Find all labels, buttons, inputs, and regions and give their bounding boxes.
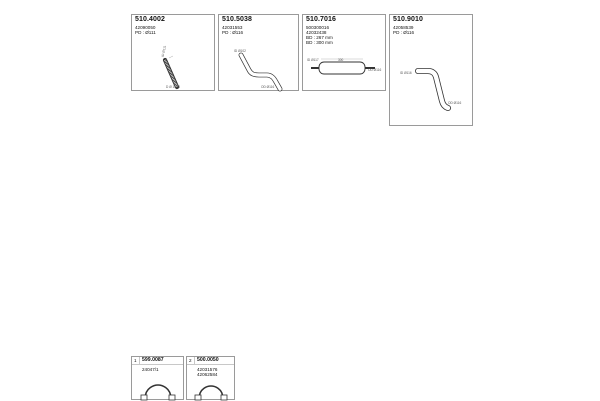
dimension-label: OD Ø116	[261, 85, 275, 89]
oem-reference: 42032438	[306, 30, 327, 35]
oem-reference: 42031553	[222, 25, 243, 30]
part-card-510-7016[interactable]	[302, 14, 386, 91]
oem-reference: 42062584	[197, 372, 218, 377]
oem-reference: 500300016	[306, 25, 329, 30]
pipe-diameter: PD : Ø111	[135, 30, 156, 35]
pipe-diameter: PD : Ø116	[222, 30, 244, 35]
bent-pipe-drawing	[219, 15, 300, 92]
bent-pipe-drawing	[390, 15, 474, 127]
oem-reference: 42031576	[197, 367, 218, 372]
flex-pipe-drawing	[132, 15, 216, 92]
part-code: 510.7016	[306, 16, 336, 23]
dimension-label: OD Ø116	[368, 68, 382, 72]
flex-pipe-shape	[165, 60, 177, 87]
dimension-label: ID Ø111	[160, 45, 167, 58]
body-dimension: BD : 300 mm	[306, 40, 333, 45]
part-card-510-4002[interactable]	[131, 14, 215, 91]
dimension-label: ID Ø117	[307, 58, 319, 62]
oem-reference: 42058539	[393, 25, 414, 30]
dimension-label: ID Ø102	[234, 49, 246, 53]
clamp-drawing	[132, 357, 185, 401]
oem-reference: 42090050	[135, 25, 156, 30]
accessory-number: 2	[189, 357, 192, 363]
accessory-code: 500.0050	[197, 357, 219, 363]
part-code: 510.9010	[393, 16, 423, 23]
part-code: 510.4002	[135, 16, 165, 23]
body-dimension: BD : 267 mm	[306, 35, 333, 40]
accessory-card-500-0050[interactable]	[186, 356, 235, 400]
dimension-label: D Ø 111,5	[166, 85, 181, 89]
part-card-510-5038[interactable]	[218, 14, 299, 91]
part-card-510-9010[interactable]	[389, 14, 473, 126]
pipe-diameter: PD : Ø116	[393, 30, 415, 35]
dimension-label: 300	[338, 58, 344, 62]
accessory-code: 599.0087	[142, 357, 164, 363]
part-code: 510.5038	[222, 16, 252, 23]
clamp-drawing	[187, 357, 236, 401]
silencer-drawing	[303, 15, 387, 92]
oem-reference: 24047/1	[142, 367, 159, 372]
accessory-card-599-0087[interactable]	[131, 356, 184, 400]
dimension-label: ID Ø116	[400, 71, 412, 75]
accessory-number: 1	[134, 357, 137, 363]
dimension-label: OD Ø116	[448, 101, 462, 105]
